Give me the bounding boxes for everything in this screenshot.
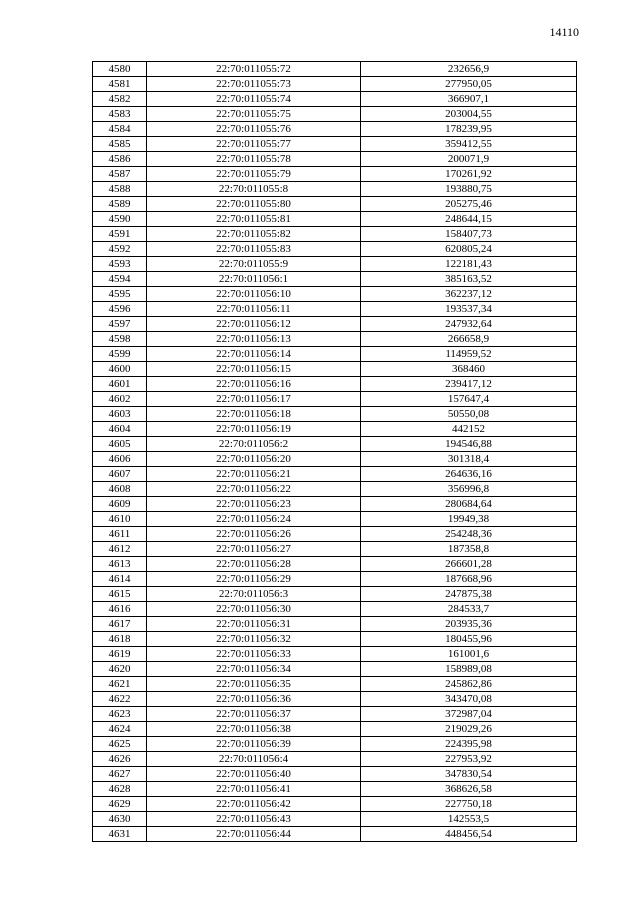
row-number-cell: 4623 [93, 707, 147, 722]
value-cell: 247875,38 [361, 587, 577, 602]
value-cell: 620805,24 [361, 242, 577, 257]
value-cell: 239417,12 [361, 377, 577, 392]
table-row [93, 797, 577, 812]
row-number-cell: 4620 [93, 662, 147, 677]
value-cell: 122181,43 [361, 257, 577, 272]
table-row [93, 302, 577, 317]
table-row [93, 482, 577, 497]
cadastral-number-cell: 22:70:011056:22 [147, 482, 361, 497]
table-row [93, 212, 577, 227]
row-number-cell: 4617 [93, 617, 147, 632]
value-cell: 245862,86 [361, 677, 577, 692]
value-cell: 205275,46 [361, 197, 577, 212]
row-number-cell: 4604 [93, 422, 147, 437]
table-row [93, 812, 577, 827]
value-cell: 359412,55 [361, 137, 577, 152]
cadastral-number-cell: 22:70:011056:28 [147, 557, 361, 572]
table-row [93, 737, 577, 752]
table-row [93, 167, 577, 182]
value-cell: 372987,04 [361, 707, 577, 722]
table-row [93, 182, 577, 197]
table-row [93, 122, 577, 137]
value-cell: 442152 [361, 422, 577, 437]
cadastral-number-cell: 22:70:011056:12 [147, 317, 361, 332]
cadastral-number-cell: 22:70:011056:41 [147, 782, 361, 797]
value-cell: 200071,9 [361, 152, 577, 167]
row-number-cell: 4625 [93, 737, 147, 752]
cadastral-number-cell: 22:70:011056:20 [147, 452, 361, 467]
value-cell: 266601,28 [361, 557, 577, 572]
cadastral-number-cell: 22:70:011056:34 [147, 662, 361, 677]
value-cell: 362237,12 [361, 287, 577, 302]
cadastral-number-cell: 22:70:011056:38 [147, 722, 361, 737]
row-number-cell: 4590 [93, 212, 147, 227]
row-number-cell: 4585 [93, 137, 147, 152]
value-cell: 385163,52 [361, 272, 577, 287]
row-number-cell: 4627 [93, 767, 147, 782]
cadastral-number-cell: 22:70:011056:16 [147, 377, 361, 392]
row-number-cell: 4622 [93, 692, 147, 707]
row-number-cell: 4609 [93, 497, 147, 512]
value-cell: 157647,4 [361, 392, 577, 407]
row-number-cell: 4606 [93, 452, 147, 467]
table-row [93, 347, 577, 362]
cadastral-number-cell: 22:70:011056:29 [147, 572, 361, 587]
cadastral-number-cell: 22:70:011055:73 [147, 77, 361, 92]
value-cell: 203935,36 [361, 617, 577, 632]
table-row [93, 527, 577, 542]
value-cell: 347830,54 [361, 767, 577, 782]
cadastral-number-cell: 22:70:011055:79 [147, 167, 361, 182]
value-cell: 158407,73 [361, 227, 577, 242]
value-cell: 266658,9 [361, 332, 577, 347]
cadastral-number-cell: 22:70:011056:18 [147, 407, 361, 422]
value-cell: 368460 [361, 362, 577, 377]
value-cell: 219029,26 [361, 722, 577, 737]
table-row [93, 377, 577, 392]
row-number-cell: 4628 [93, 782, 147, 797]
value-cell: 227953,92 [361, 752, 577, 767]
table-row [93, 542, 577, 557]
value-cell: 366907,1 [361, 92, 577, 107]
cadastral-number-cell: 22:70:011055:78 [147, 152, 361, 167]
cadastral-number-cell: 22:70:011056:21 [147, 467, 361, 482]
value-cell: 193537,34 [361, 302, 577, 317]
row-number-cell: 4624 [93, 722, 147, 737]
cadastral-number-cell: 22:70:011056:17 [147, 392, 361, 407]
row-number-cell: 4601 [93, 377, 147, 392]
value-cell: 161001,6 [361, 647, 577, 662]
cadastral-number-cell: 22:70:011056:2 [147, 437, 361, 452]
row-number-cell: 4580 [93, 62, 147, 77]
cadastral-number-cell: 22:70:011056:13 [147, 332, 361, 347]
table-row [93, 197, 577, 212]
value-cell: 232656,9 [361, 62, 577, 77]
cadastral-number-cell: 22:70:011055:80 [147, 197, 361, 212]
value-cell: 180455,96 [361, 632, 577, 647]
table-row [93, 647, 577, 662]
row-number-cell: 4607 [93, 467, 147, 482]
row-number-cell: 4596 [93, 302, 147, 317]
row-number-cell: 4610 [93, 512, 147, 527]
table-row [93, 512, 577, 527]
row-number-cell: 4588 [93, 182, 147, 197]
row-number-cell: 4619 [93, 647, 147, 662]
table-row [93, 137, 577, 152]
cadastral-number-cell: 22:70:011056:39 [147, 737, 361, 752]
value-cell: 224395,98 [361, 737, 577, 752]
value-cell: 170261,92 [361, 167, 577, 182]
row-number-cell: 4614 [93, 572, 147, 587]
value-cell: 50550,08 [361, 407, 577, 422]
cadastral-number-cell: 22:70:011056:27 [147, 542, 361, 557]
value-cell: 248644,15 [361, 212, 577, 227]
cadastral-value-table [92, 61, 577, 842]
cadastral-number-cell: 22:70:011055:75 [147, 107, 361, 122]
row-number-cell: 4616 [93, 602, 147, 617]
cadastral-number-cell: 22:70:011055:83 [147, 242, 361, 257]
cadastral-number-cell: 22:70:011056:14 [147, 347, 361, 362]
table-row [93, 467, 577, 482]
value-cell: 247932,64 [361, 317, 577, 332]
row-number-cell: 4602 [93, 392, 147, 407]
row-number-cell: 4618 [93, 632, 147, 647]
table-row [93, 62, 577, 77]
table-row [93, 827, 577, 842]
table-row [93, 767, 577, 782]
value-cell: 227750,18 [361, 797, 577, 812]
table-row [93, 662, 577, 677]
table-row [93, 632, 577, 647]
table-row [93, 557, 577, 572]
table-row [93, 272, 577, 287]
cadastral-number-cell: 22:70:011056:30 [147, 602, 361, 617]
cadastral-number-cell: 22:70:011056:23 [147, 497, 361, 512]
value-cell: 194546,88 [361, 437, 577, 452]
value-cell: 264636,16 [361, 467, 577, 482]
table-row [93, 287, 577, 302]
value-cell: 343470,08 [361, 692, 577, 707]
cadastral-number-cell: 22:70:011055:74 [147, 92, 361, 107]
cadastral-number-cell: 22:70:011056:4 [147, 752, 361, 767]
table-row [93, 752, 577, 767]
row-number-cell: 4631 [93, 827, 147, 842]
cadastral-number-cell: 22:70:011055:9 [147, 257, 361, 272]
value-cell: 277950,05 [361, 77, 577, 92]
table-row [93, 332, 577, 347]
cadastral-number-cell: 22:70:011056:3 [147, 587, 361, 602]
row-number-cell: 4611 [93, 527, 147, 542]
value-cell: 284533,7 [361, 602, 577, 617]
table-row [93, 407, 577, 422]
table-row [93, 92, 577, 107]
row-number-cell: 4582 [93, 92, 147, 107]
table-row [93, 227, 577, 242]
row-number-cell: 4598 [93, 332, 147, 347]
row-number-cell: 4589 [93, 197, 147, 212]
row-number-cell: 4592 [93, 242, 147, 257]
value-cell: 178239,95 [361, 122, 577, 137]
row-number-cell: 4593 [93, 257, 147, 272]
cadastral-number-cell: 22:70:011056:24 [147, 512, 361, 527]
cadastral-number-cell: 22:70:011056:15 [147, 362, 361, 377]
cadastral-number-cell: 22:70:011056:40 [147, 767, 361, 782]
cadastral-number-cell: 22:70:011056:36 [147, 692, 361, 707]
row-number-cell: 4630 [93, 812, 147, 827]
row-number-cell: 4600 [93, 362, 147, 377]
value-cell: 142553,5 [361, 812, 577, 827]
value-cell: 301318,4 [361, 452, 577, 467]
row-number-cell: 4595 [93, 287, 147, 302]
cadastral-number-cell: 22:70:011056:35 [147, 677, 361, 692]
value-cell: 193880,75 [361, 182, 577, 197]
table-row [93, 782, 577, 797]
table-row [93, 107, 577, 122]
row-number-cell: 4584 [93, 122, 147, 137]
row-number-cell: 4612 [93, 542, 147, 557]
cadastral-number-cell: 22:70:011056:11 [147, 302, 361, 317]
value-cell: 203004,55 [361, 107, 577, 122]
row-number-cell: 4586 [93, 152, 147, 167]
cadastral-number-cell: 22:70:011056:33 [147, 647, 361, 662]
value-cell: 187668,96 [361, 572, 577, 587]
table-row [93, 392, 577, 407]
cadastral-number-cell: 22:70:011055:82 [147, 227, 361, 242]
value-cell: 280684,64 [361, 497, 577, 512]
value-cell: 356996,8 [361, 482, 577, 497]
cadastral-number-cell: 22:70:011056:32 [147, 632, 361, 647]
table-row [93, 677, 577, 692]
page-number: 14110 [549, 25, 579, 39]
row-number-cell: 4587 [93, 167, 147, 182]
table-row [93, 437, 577, 452]
cadastral-number-cell: 22:70:011055:77 [147, 137, 361, 152]
row-number-cell: 4591 [93, 227, 147, 242]
cadastral-number-cell: 22:70:011055:76 [147, 122, 361, 137]
cadastral-number-cell: 22:70:011056:37 [147, 707, 361, 722]
row-number-cell: 4629 [93, 797, 147, 812]
value-cell: 158989,08 [361, 662, 577, 677]
value-cell: 114959,52 [361, 347, 577, 362]
row-number-cell: 4626 [93, 752, 147, 767]
table-row [93, 587, 577, 602]
cadastral-number-cell: 22:70:011056:10 [147, 287, 361, 302]
cadastral-number-cell: 22:70:011055:8 [147, 182, 361, 197]
row-number-cell: 4621 [93, 677, 147, 692]
value-cell: 368626,58 [361, 782, 577, 797]
cadastral-number-cell: 22:70:011056:44 [147, 827, 361, 842]
row-number-cell: 4597 [93, 317, 147, 332]
cadastral-number-cell: 22:70:011056:19 [147, 422, 361, 437]
row-number-cell: 4594 [93, 272, 147, 287]
table-row [93, 362, 577, 377]
value-cell: 448456,54 [361, 827, 577, 842]
table-row [93, 452, 577, 467]
value-cell: 19949,38 [361, 512, 577, 527]
value-cell: 187358,8 [361, 542, 577, 557]
row-number-cell: 4581 [93, 77, 147, 92]
table-row [93, 722, 577, 737]
cadastral-number-cell: 22:70:011056:42 [147, 797, 361, 812]
cadastral-number-cell: 22:70:011056:31 [147, 617, 361, 632]
cadastral-number-cell: 22:70:011055:72 [147, 62, 361, 77]
table-row [93, 242, 577, 257]
table-body [93, 62, 577, 842]
row-number-cell: 4599 [93, 347, 147, 362]
row-number-cell: 4613 [93, 557, 147, 572]
table-row [93, 422, 577, 437]
table-row [93, 707, 577, 722]
table-row [93, 257, 577, 272]
row-number-cell: 4605 [93, 437, 147, 452]
cadastral-number-cell: 22:70:011056:1 [147, 272, 361, 287]
row-number-cell: 4608 [93, 482, 147, 497]
table-row [93, 617, 577, 632]
cadastral-number-cell: 22:70:011056:43 [147, 812, 361, 827]
table-row [93, 77, 577, 92]
cadastral-number-cell: 22:70:011056:26 [147, 527, 361, 542]
table-row [93, 572, 577, 587]
cadastral-number-cell: 22:70:011055:81 [147, 212, 361, 227]
value-cell: 254248,36 [361, 527, 577, 542]
table-row [93, 152, 577, 167]
table-row [93, 692, 577, 707]
row-number-cell: 4583 [93, 107, 147, 122]
table-row [93, 602, 577, 617]
table-row [93, 317, 577, 332]
row-number-cell: 4603 [93, 407, 147, 422]
row-number-cell: 4615 [93, 587, 147, 602]
table-row [93, 497, 577, 512]
